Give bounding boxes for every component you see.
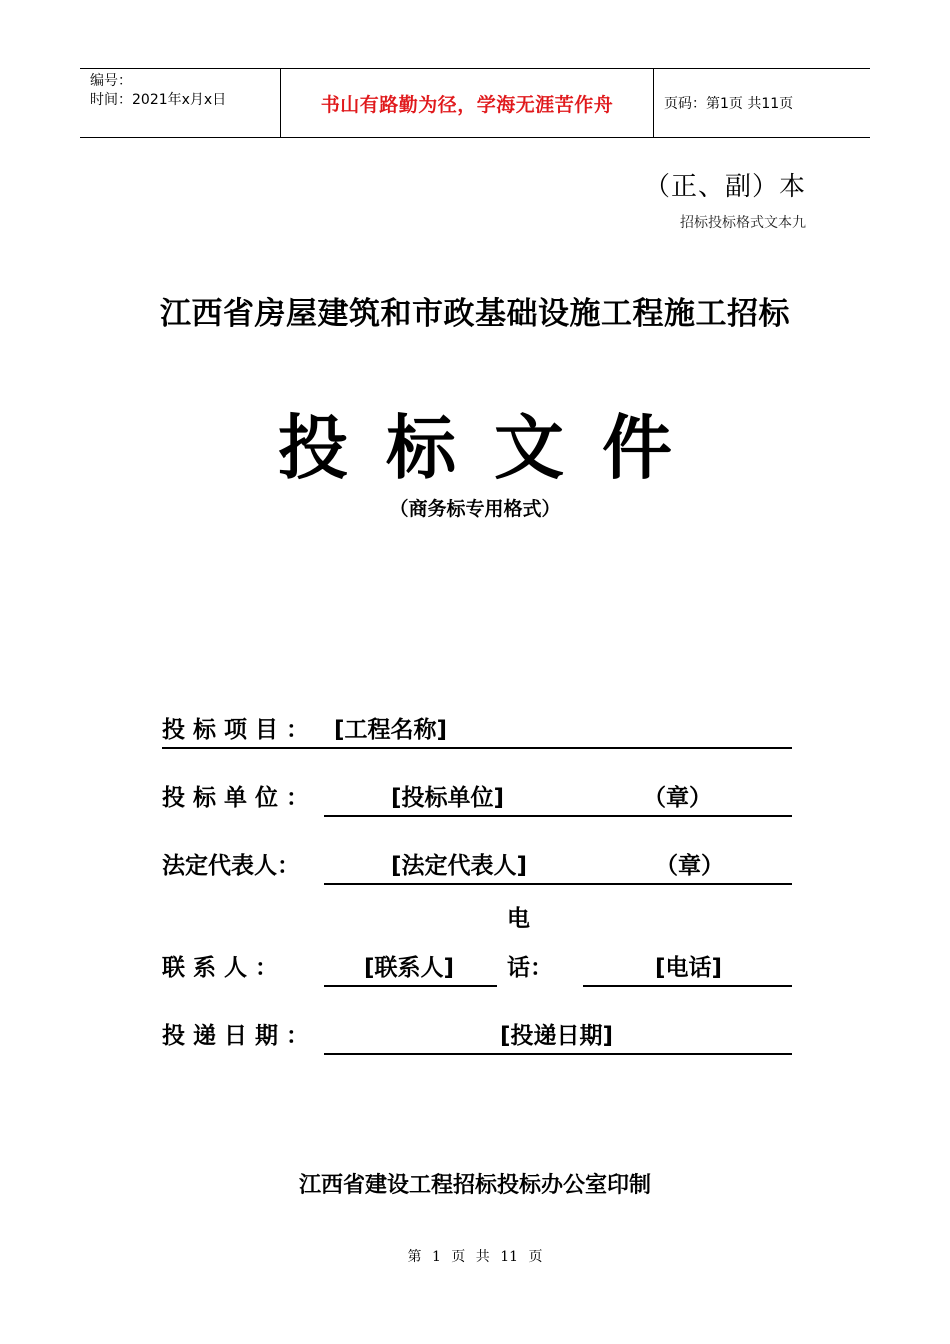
unit-underline <box>324 815 792 817</box>
phone-value: [电话] <box>655 955 723 981</box>
phone-label-bottom: 话： <box>507 955 553 981</box>
document-title: 投标文件 <box>278 406 710 489</box>
format-number: 招标投标格式文本九 <box>680 215 806 231</box>
page-footer: 第 1 页 共 11 页 <box>407 1249 543 1265</box>
rep-underline <box>324 883 792 885</box>
project-value: [工程名称] <box>334 717 448 743</box>
contact-label: 联 系 人 ： <box>162 955 279 981</box>
header-table <box>80 68 870 138</box>
unit-value: [投标单位] <box>391 785 505 811</box>
header-page-info <box>654 69 870 137</box>
phone-underline <box>583 985 792 987</box>
page-info-text: 页码：第1页 共11页 <box>664 96 794 112</box>
unit-label: 投 标 单 位 ： <box>162 785 310 811</box>
serial-label: 编号： <box>90 73 132 89</box>
date-underline <box>324 1053 792 1055</box>
header-motto-cell <box>281 69 654 137</box>
issuing-office: 江西省建设工程招标投标办公室印制 <box>298 1172 651 1198</box>
copy-type: （正、副）本 <box>643 172 806 202</box>
contact-underline <box>324 985 497 987</box>
header-motto: 书山有路勤为径，学海无涯苦作舟 <box>320 93 614 116</box>
project-label: 投 标 项 目 ： <box>162 717 310 743</box>
rep-value: [法定代表人] <box>391 853 528 879</box>
main-title: 江西省房屋建筑和市政基础设施工程施工招标 <box>160 296 790 332</box>
contact-value: [联系人] <box>364 955 455 981</box>
rep-label: 法定代表人： <box>162 853 300 879</box>
document-subtitle: （商务标专用格式） <box>389 498 561 520</box>
unit-seal: （章） <box>643 785 712 811</box>
phone-label-top: 电 <box>507 906 530 932</box>
header-meta <box>80 69 281 137</box>
date-value: [投递日期] <box>500 1023 614 1049</box>
project-underline <box>162 747 792 749</box>
rep-seal: （章） <box>655 853 724 879</box>
date-label: 投 递 日 期 ： <box>162 1023 310 1049</box>
time-label: 时间：2021年x月x日 <box>90 92 227 108</box>
